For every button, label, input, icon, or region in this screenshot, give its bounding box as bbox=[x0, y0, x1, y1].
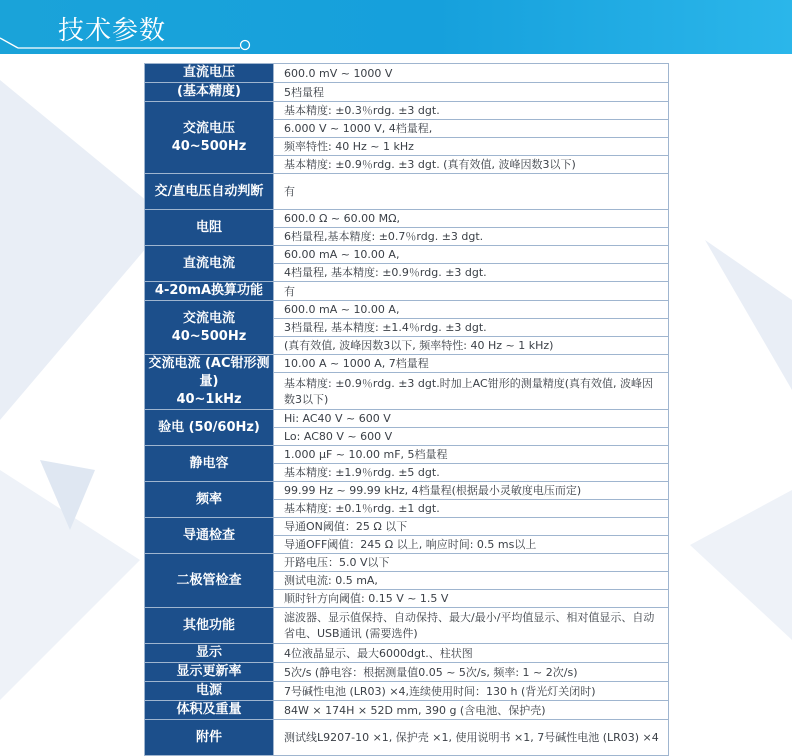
spec-row bbox=[145, 174, 669, 210]
spec-label: 其他功能 bbox=[145, 608, 274, 644]
spec-label: (基本精度) bbox=[145, 83, 274, 102]
spec-value: 600.0 Ω ~ 60.00 MΩ, bbox=[274, 210, 669, 228]
spec-row bbox=[145, 282, 669, 301]
spec-value: 3档量程, 基本精度: ±1.4％rdg. ±3 dgt. bbox=[274, 319, 669, 337]
spec-row bbox=[145, 701, 669, 720]
spec-row bbox=[145, 518, 669, 536]
spec-value: 基本精度: ±0.9％rdg. ±3 dgt.时加上AC钳形的测量精度(真有效值, 波峰因数3以下) bbox=[274, 373, 669, 410]
spec-value: 测试电流: 0.5 mA, bbox=[274, 572, 669, 590]
spec-label: 交流电流 40~500Hz bbox=[145, 301, 274, 355]
spec-value: 5次/s (静电容：根据测量值0.05 ~ 5次/s, 频率: 1 ~ 2次/s) bbox=[274, 663, 669, 682]
spec-label: 直流电流 bbox=[145, 246, 274, 282]
spec-label: 电阻 bbox=[145, 210, 274, 246]
spec-row bbox=[145, 64, 669, 83]
spec-value: 导通OFF阈值：245 Ω 以上, 响应时间: 0.5 ms以上 bbox=[274, 536, 669, 554]
spec-row bbox=[145, 210, 669, 228]
spec-label: 4-20mA换算功能 bbox=[145, 282, 274, 301]
spec-value: 有 bbox=[274, 174, 669, 210]
spec-row bbox=[145, 682, 669, 701]
spec-value: 基本精度: ±0.1％rdg. ±1 dgt. bbox=[274, 500, 669, 518]
spec-value: 测试线L9207-10 ×1, 保护壳 ×1, 使用说明书 ×1, 7号碱性电池 (LR03) ×4 bbox=[274, 720, 669, 756]
spec-row bbox=[145, 608, 669, 644]
spec-label: 交流电压 40~500Hz bbox=[145, 102, 274, 174]
spec-row bbox=[145, 102, 669, 120]
spec-value: 顺时针方向阈值: 0.15 V ~ 1.5 V bbox=[274, 590, 669, 608]
spec-row bbox=[145, 410, 669, 428]
spec-value: Hi: AC40 V ~ 600 V bbox=[274, 410, 669, 428]
spec-label: 交/直电压自动判断 bbox=[145, 174, 274, 210]
spec-label: 直流电压 bbox=[145, 64, 274, 83]
spec-row bbox=[145, 355, 669, 373]
section-header bbox=[0, 0, 792, 54]
spec-label: 验电 (50/60Hz) bbox=[145, 410, 274, 446]
page-title: 技术参数 bbox=[58, 16, 167, 46]
spec-row bbox=[145, 644, 669, 663]
spec-row bbox=[145, 301, 669, 319]
spec-value: 600.0 mA ~ 10.00 A, bbox=[274, 301, 669, 319]
spec-value: 基本精度: ±1.9％rdg. ±5 dgt. bbox=[274, 464, 669, 482]
spec-label: 体积及重量 bbox=[145, 701, 274, 720]
spec-label: 显示 bbox=[145, 644, 274, 663]
spec-value: 开路电压：5.0 V以下 bbox=[274, 554, 669, 572]
spec-label: 附件 bbox=[145, 720, 274, 756]
spec-value: 7号碱性电池 (LR03) ×4,连续使用时间：130 h (背光灯关闭时) bbox=[274, 682, 669, 701]
spec-value: 60.00 mA ~ 10.00 A, bbox=[274, 246, 669, 264]
spec-label: 二极管检查 bbox=[145, 554, 274, 608]
spec-row bbox=[145, 663, 669, 682]
spec-value: 1.000 μF ~ 10.00 mF, 5档量程 bbox=[274, 446, 669, 464]
spec-value: 导通ON阈值：25 Ω 以下 bbox=[274, 518, 669, 536]
spec-value: 基本精度: ±0.9％rdg. ±3 dgt. (真有效值, 波峰因数3以下) bbox=[274, 156, 669, 174]
spec-row bbox=[145, 720, 669, 756]
spec-row bbox=[145, 482, 669, 500]
spec-label: 显示更新率 bbox=[145, 663, 274, 682]
spec-row bbox=[145, 554, 669, 572]
spec-value: 基本精度: ±0.3％rdg. ±3 dgt. bbox=[274, 102, 669, 120]
spec-table bbox=[144, 63, 669, 756]
spec-label: 电源 bbox=[145, 682, 274, 701]
spec-value: 频率特性: 40 Hz ~ 1 kHz bbox=[274, 138, 669, 156]
spec-value: 5档量程 bbox=[274, 83, 669, 102]
spec-value: 6档量程,基本精度: ±0.7％rdg. ±3 dgt. bbox=[274, 228, 669, 246]
spec-value: 10.00 A ~ 1000 A, 7档量程 bbox=[274, 355, 669, 373]
spec-value: 有 bbox=[274, 282, 669, 301]
spec-label: 静电容 bbox=[145, 446, 274, 482]
spec-label: 交流电流 (AC钳形测量) 40~1kHz bbox=[145, 355, 274, 410]
spec-value: 4档量程, 基本精度: ±0.9％rdg. ±3 dgt. bbox=[274, 264, 669, 282]
spec-row bbox=[145, 446, 669, 464]
spec-label: 导通检查 bbox=[145, 518, 274, 554]
spec-value: 6.000 V ~ 1000 V, 4档量程, bbox=[274, 120, 669, 138]
spec-value: 84W × 174H × 52D mm, 390 g (含电池、保护壳) bbox=[274, 701, 669, 720]
spec-value: (真有效值, 波峰因数3以下, 频率特性: 40 Hz ~ 1 kHz) bbox=[274, 337, 669, 355]
spec-row bbox=[145, 246, 669, 264]
spec-row bbox=[145, 83, 669, 102]
spec-value: 600.0 mV ~ 1000 V bbox=[274, 64, 669, 83]
spec-value: Lo: AC80 V ~ 600 V bbox=[274, 428, 669, 446]
spec-value: 滤波器、显示值保持、自动保持、最大/最小/平均值显示、相对值显示、自动省电、USB通讯 (需要选件) bbox=[274, 608, 669, 644]
spec-value: 4位液晶显示、最大6000dgt.、柱状图 bbox=[274, 644, 669, 663]
spec-label: 频率 bbox=[145, 482, 274, 518]
spec-value: 99.99 Hz ~ 99.99 kHz, 4档量程(根据最小灵敏度电压而定) bbox=[274, 482, 669, 500]
